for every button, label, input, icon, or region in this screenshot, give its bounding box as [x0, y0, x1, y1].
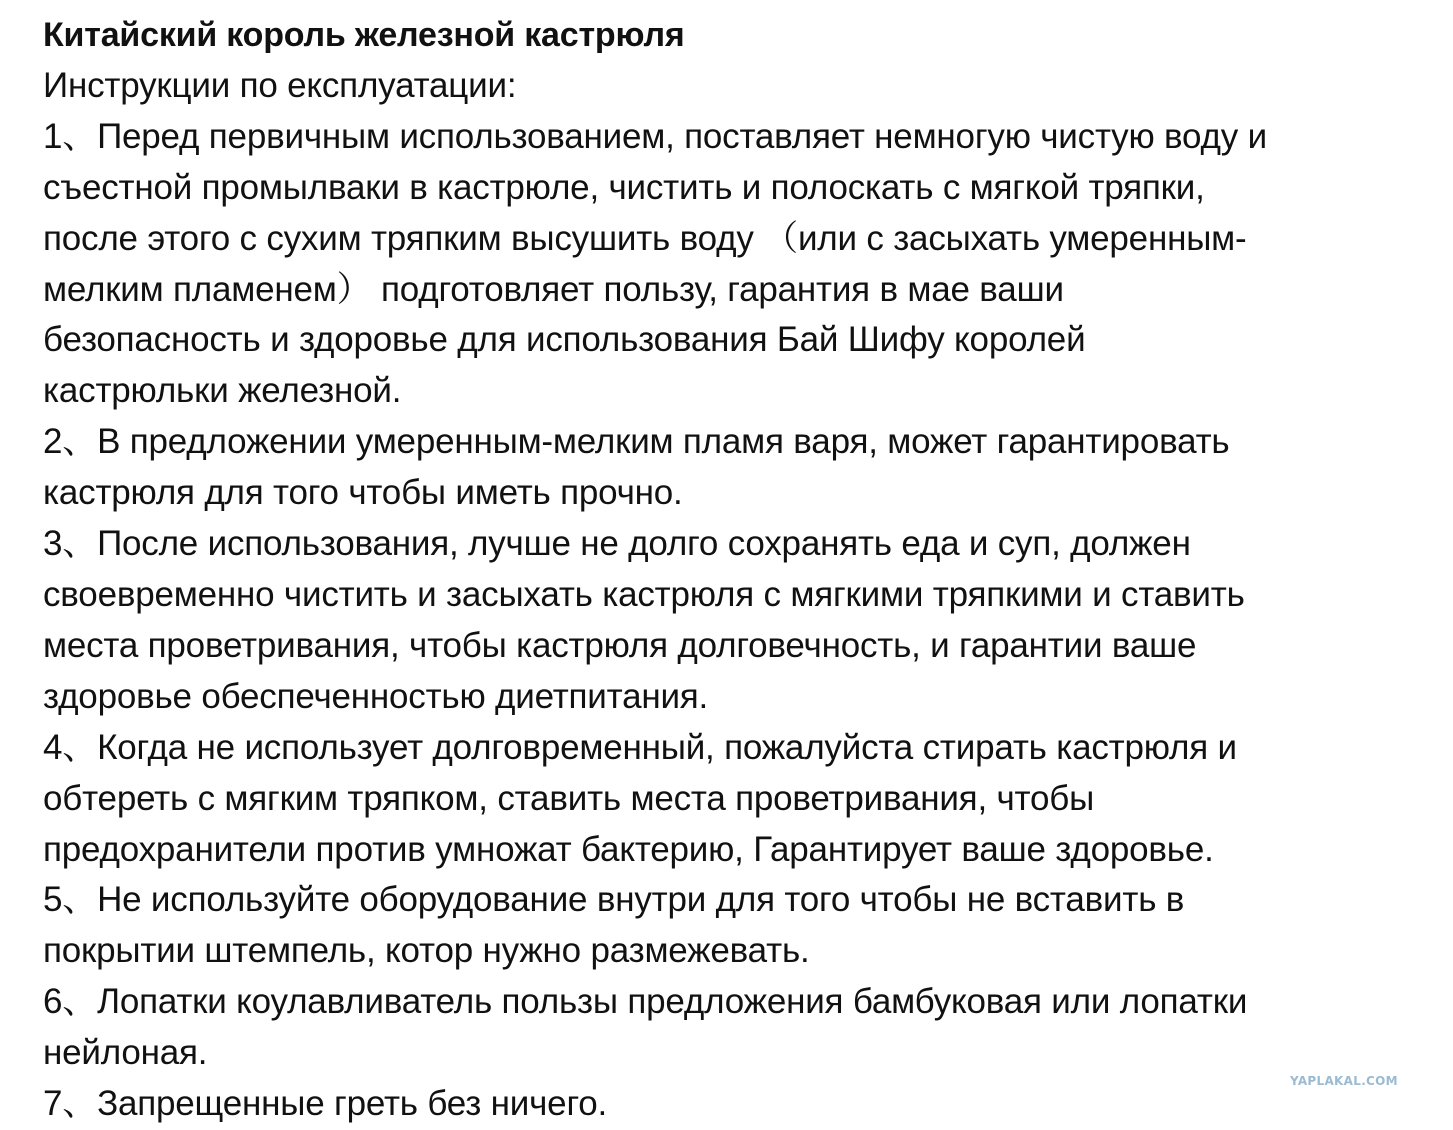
document-title: Китайский король железной кастрюля [43, 16, 685, 54]
text-line: съестной промылваки в кастрюле, чистить и полоскать с мягкой тряпки, [43, 167, 1205, 207]
text-line: безопасность и здоровье для использования Бай Шифу королей [43, 320, 1086, 360]
text-line: кастрюльки железной. [43, 371, 402, 411]
instruction-item-4 [43, 723, 1267, 876]
instruction-item-6 [43, 977, 1267, 1079]
text-line: здоровье обеспеченностью диетпитания. [43, 676, 709, 716]
text-line: предохранители против умножат бактерию, Гарантирует ваше здоровье. [43, 829, 1214, 869]
instruction-document [43, 10, 1267, 1130]
text-line: 7、Запрещенные греть без ничего. [43, 1084, 608, 1124]
instruction-item-1 [43, 112, 1267, 417]
text-line: 1、Перед первичным использованием, поставляет немногую чистую воду и [43, 116, 1267, 156]
instruction-item-5 [43, 875, 1267, 977]
text-line: своевременно чистить и засыхать кастрюля с мягкими тряпкими и ставить [43, 574, 1245, 614]
text-line: кастрюля для того чтобы иметь прочно. [43, 473, 683, 513]
watermark: YAPLAKAL.COM [1290, 1074, 1398, 1088]
instruction-item-7 [43, 1079, 1267, 1130]
text-line: места проветривания, чтобы кастрюля долговечность, и гарантии ваше [43, 625, 1197, 665]
text-line: 6、Лопатки коулавливатель пользы предложения бамбуковая или лопатки [43, 982, 1248, 1022]
text-line: 3、После использования, лучше не долго сохранять еда и суп, должен [43, 524, 1191, 564]
instruction-item-3 [43, 519, 1267, 723]
instruction-item-2 [43, 417, 1267, 519]
document-subtitle: Инструкции по експлуатации: [43, 65, 517, 105]
text-line: 4、Когда не использует долговременный, пожалуйста стирать кастрюля и [43, 727, 1237, 767]
text-line: нейлоная. [43, 1033, 208, 1073]
text-line: покрытии штемпель, котор нужно размежевать. [43, 931, 810, 971]
text-line: 2、В предложении умеренным-мелким пламя варя, может гарантировать [43, 422, 1230, 462]
text-line: мелким пламенем） подготовляет пользу, гарантия в мае ваши [43, 269, 1064, 309]
text-line: 5、Не используйте оборудование внутри для того чтобы не вставить в [43, 880, 1185, 920]
text-line: обтереть с мягким тряпком, ставить места проветривания, чтобы [43, 778, 1095, 818]
text-line: после этого с сухим тряпким высушить воду （или с засыхать умеренным- [43, 218, 1247, 258]
